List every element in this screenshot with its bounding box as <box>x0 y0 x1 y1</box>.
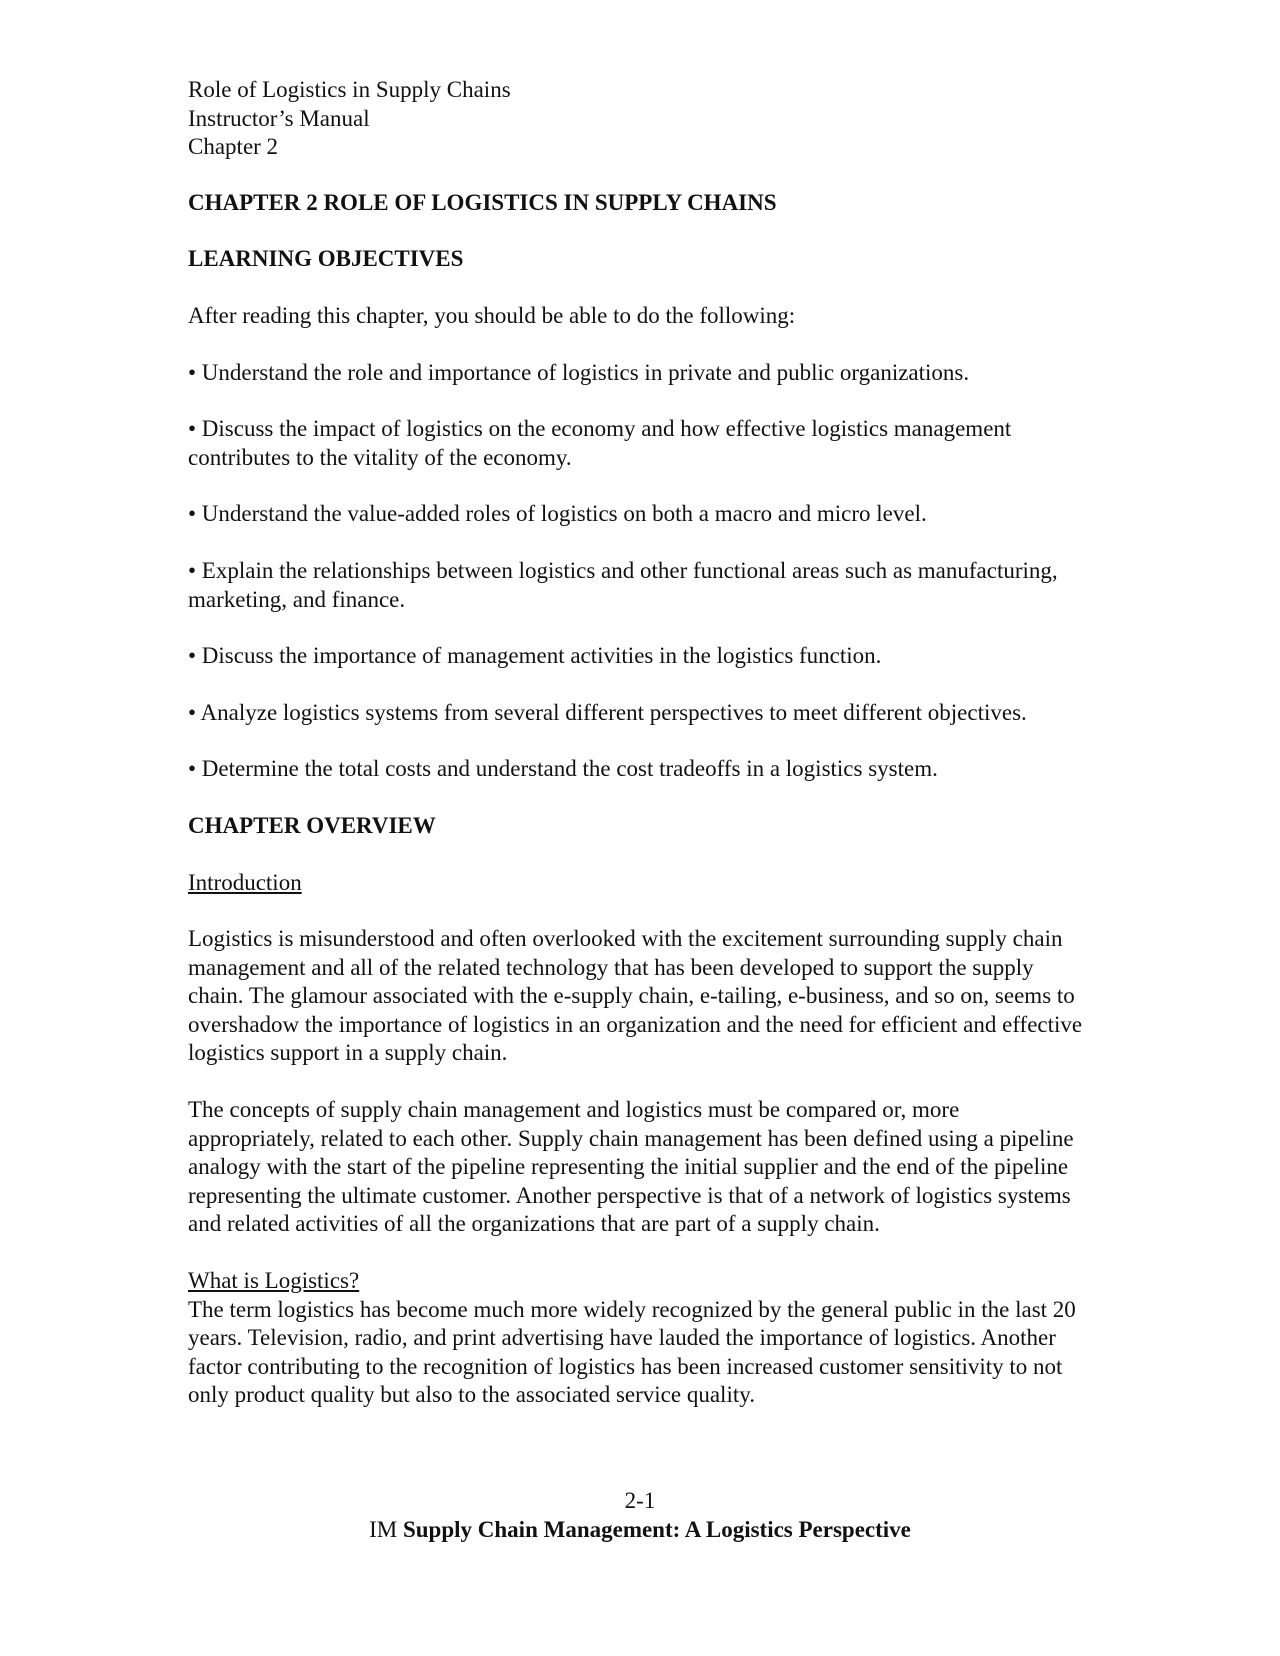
objective-item: • Determine the total costs and understand the cost tradeoffs in a logistics system. <box>188 756 938 782</box>
footer-prefix: IM <box>369 1517 403 1542</box>
objective-item: • Analyze logistics systems from several different perspectives to meet different objectives. <box>188 699 1027 725</box>
what-is-logistics-subheading: What is Logistics? <box>188 1268 360 1294</box>
objective-item: • Explain the relationships between logistics and other functional areas such as manufacturing, marketing, and finance. <box>188 557 1058 612</box>
page-number: 2-1 <box>624 1488 656 1513</box>
header-line-manual: Instructor’s Manual <box>188 105 370 131</box>
objective-item: • Understand the role and importance of logistics in private and public organizations. <box>188 359 970 385</box>
chapter-title: CHAPTER 2 ROLE OF LOGISTICS IN SUPPLY CHAINS <box>188 189 777 215</box>
objective-item: • Discuss the impact of logistics on the economy and how effective logistics management contributes to the vitality of the economy. <box>188 416 1012 470</box>
introduction-subheading: Introduction <box>188 869 302 895</box>
header-line-title: Role of Logistics in Supply Chains <box>188 77 511 102</box>
objectives-intro: After reading this chapter, you should be able to do the following: <box>188 302 796 328</box>
footer-book-title <box>0 1516 1280 1545</box>
page-content <box>188 76 1088 1410</box>
introduction-paragraph-2: The concepts of supply chain management and logistics must be compared or, more appropriately, related to each other. Supply chain management has been defined using a pipeline analogy with the start of the pipeline representing the initial supplier and the end of the pipeline representing the ultimate customer. Another perspective is that of a network of logistics systems and related activities of all the organizations that are part of a supply chain. <box>188 1097 1074 1237</box>
header-line-chapter: Chapter 2 <box>188 134 279 160</box>
what-is-logistics-paragraph: The term logistics has become much more widely recognized by the general public in the last 20 years. Television, radio, and print advertising have lauded the importance of logistics. Another factor contributing to the recognition of logistics has been increased customer sensitivity to not only product quality but also to the associated service quality. <box>188 1296 1076 1408</box>
objective-item: • Discuss the importance of management activities in the logistics function. <box>188 643 882 669</box>
objective-item: • Understand the value-added roles of logistics on both a macro and micro level. <box>188 501 927 527</box>
footer-title: Supply Chain Management: A Logistics Perspective <box>402 1517 911 1542</box>
introduction-paragraph-1: Logistics is misunderstood and often overlooked with the excitement surrounding supply chain management and all of the related technology that has been developed to support the supply chain. The glamour associated with the e-supply chain, e-tailing, e-business, and so on, seems to overshadow the importance of logistics in an organization and the need for efficient and effective logistics support in a supply chain. <box>188 926 1083 1066</box>
chapter-overview-heading: CHAPTER OVERVIEW <box>188 812 436 838</box>
learning-objectives-heading: LEARNING OBJECTIVES <box>188 246 464 272</box>
